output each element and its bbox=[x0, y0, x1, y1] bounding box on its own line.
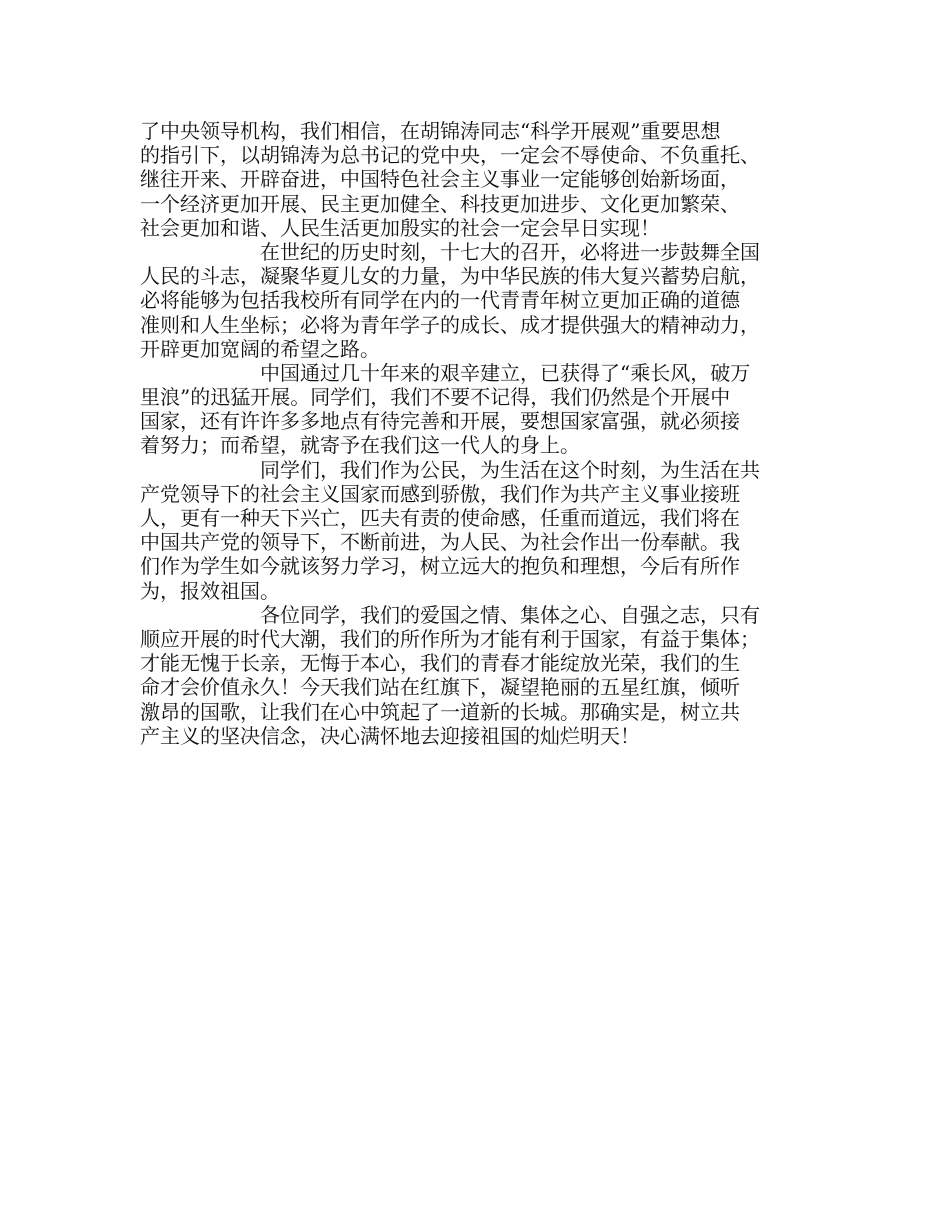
text-line: 在世纪的历史时刻，十七大的召开，必将进一步鼓舞全国 bbox=[260, 239, 760, 264]
text-line: 中国通过几十年来的艰辛建立，已获得了“乘长风，破万 bbox=[260, 360, 751, 385]
paragraph bbox=[140, 458, 830, 603]
text-line: 中国共产党的领导下，不断前进，为人民、为社会作出一份奉献。我 bbox=[140, 530, 740, 555]
paragraph bbox=[140, 361, 830, 458]
text-line: 开辟更加宽阔的希望之路。 bbox=[140, 336, 380, 361]
text-line: 了中央领导机构，我们相信，在胡锦涛同志“科学开展观”重要思想 bbox=[140, 119, 721, 143]
text-line: 各位同学，我们的爱国之情、集体之心、自强之志，只有 bbox=[260, 602, 760, 627]
paragraph bbox=[140, 240, 830, 361]
text-line: 着努力；而希望，就寄予在我们这一代人的身上。 bbox=[140, 433, 580, 458]
text-line: 社会更加和谐、人民生活更加殷实的社会一定会早日实现！ bbox=[140, 215, 660, 240]
text-line: 继往开来、开辟奋进，中国特色社会主义事业一定能够创始新场面， bbox=[140, 167, 740, 192]
text-line: 产党领导下的社会主义国家而感到骄傲，我们作为共产主义事业接班 bbox=[140, 481, 740, 506]
text-line: 顺应开展的时代大潮，我们的所作所为才能有利于国家，有益于集体； bbox=[140, 626, 760, 651]
text-line: 国家，还有许许多多地点有待完善和开展，要想国家富强，就必须接 bbox=[140, 409, 740, 434]
text-line: 为，报效祖国。 bbox=[140, 578, 280, 603]
text-line: 准则和人生坐标；必将为青年学子的成长、成才提供强大的精神动力， bbox=[140, 312, 760, 337]
text-line: 命才会价值永久！今天我们站在红旗下，凝望艳丽的五星红旗，倾听 bbox=[140, 675, 740, 700]
text-line: 的指引下，以胡锦涛为总书记的党中央，一定会不辱使命、不负重托、 bbox=[140, 143, 760, 168]
text-line: 里浪”的迅猛开展。同学们，我们不要不记得，我们仍然是个开展中 bbox=[140, 385, 731, 410]
text-line: 必将能够为包括我校所有同学在内的一代青青年树立更加正确的道德 bbox=[140, 288, 740, 313]
paragraph bbox=[140, 603, 830, 748]
text-line: 同学们，我们作为公民，为生活在这个时刻，为生活在共 bbox=[260, 457, 760, 482]
text-line: 产主义的坚决信念，决心满怀地去迎接祖国的灿烂明天！ bbox=[140, 723, 640, 748]
text-line: 才能无愧于长亲，无悔于本心，我们的青春才能绽放光荣，我们的生 bbox=[140, 651, 740, 676]
text-line: 人民的斗志，凝聚华夏儿女的力量，为中华民族的伟大复兴蓄势启航， bbox=[140, 264, 760, 289]
paragraph bbox=[140, 119, 830, 240]
document-body bbox=[140, 119, 830, 748]
text-line: 们作为学生如今就该努力学习，树立远大的抱负和理想，今后有所作 bbox=[140, 554, 740, 579]
text-line: 激昂的国歌，让我们在心中筑起了一道新的长城。那确实是，树立共 bbox=[140, 699, 740, 724]
text-line: 人，更有一种天下兴亡，匹夫有责的使命感，任重而道远，我们将在 bbox=[140, 506, 740, 530]
text-line: 一个经济更加开展、民主更加健全、科技更加进步、文化更加繁荣、 bbox=[140, 191, 740, 216]
